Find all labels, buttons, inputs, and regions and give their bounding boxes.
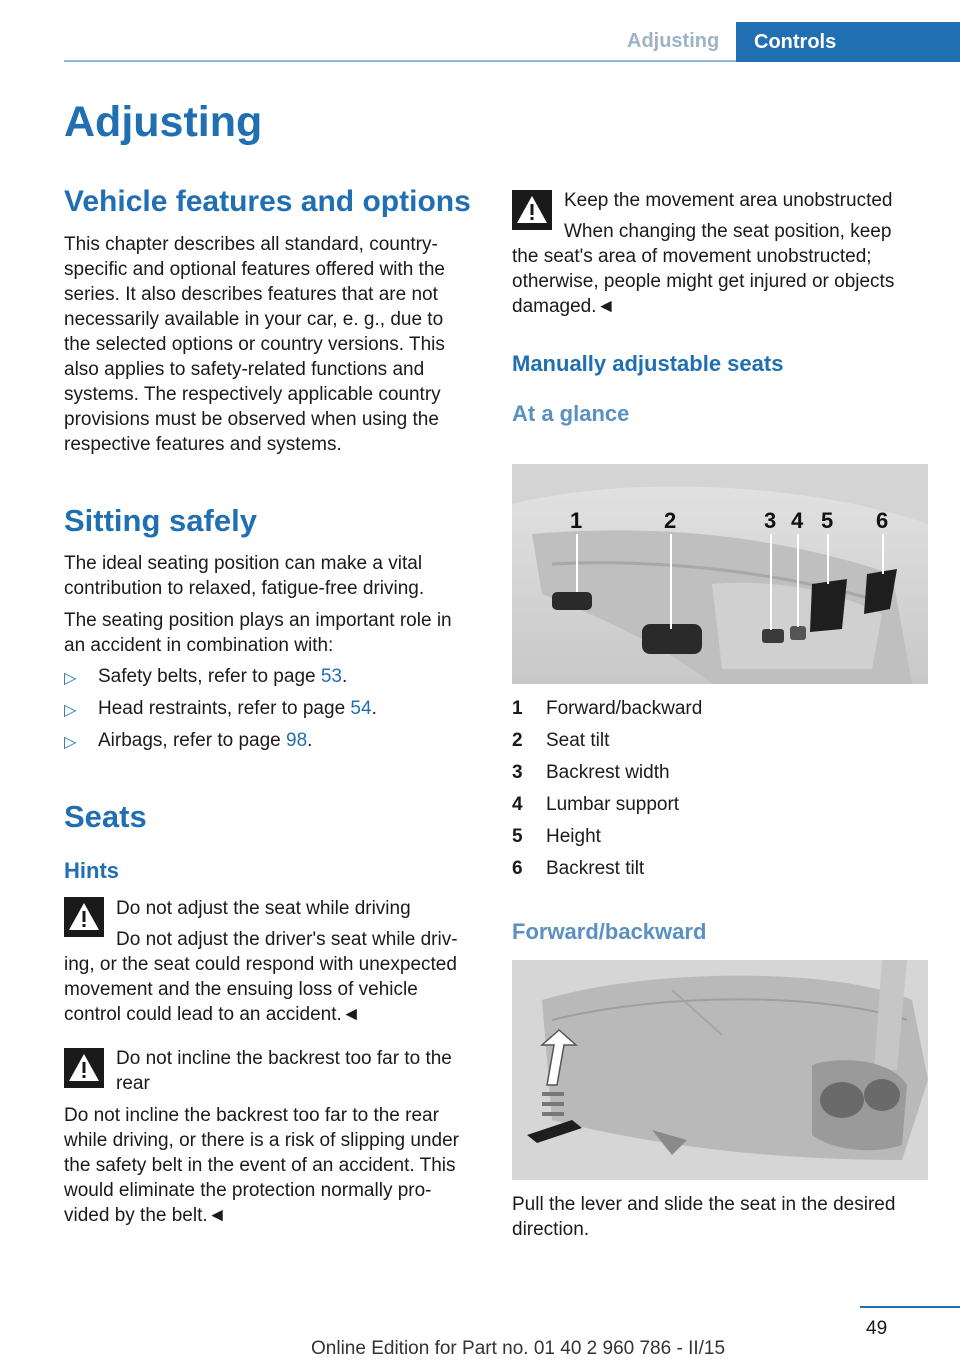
text-line: series. It also describes features that are not: [64, 284, 438, 305]
bullet-text: Safety belts, refer to page: [98, 666, 321, 687]
header-chapter-label: Controls: [754, 31, 837, 53]
legend-number: 4: [512, 794, 523, 815]
legend-number: 6: [512, 858, 523, 879]
text-line: The seating position plays an important role in: [64, 610, 452, 631]
warning-text: [64, 1103, 459, 1228]
text-line: damaged.◄: [512, 296, 616, 317]
footer-rule: [860, 1306, 960, 1308]
text-line: while driving, or there is a risk of slipping under: [64, 1130, 459, 1151]
callout-number: 1: [570, 508, 583, 533]
bullet-suffix: .: [371, 698, 377, 719]
text-line: respective features and systems.: [64, 434, 342, 455]
warning-title: Keep the movement area unobstructed: [564, 190, 893, 211]
text-line: the safety belt in the event of an accident. This: [64, 1155, 456, 1176]
text-line: would eliminate the protection normally pro-: [64, 1180, 432, 1201]
page-link-53[interactable]: 53: [320, 666, 342, 687]
text-line: also applies to safety-related functions and: [64, 359, 425, 380]
text-line: specific and optional features offered with the: [64, 259, 445, 280]
text-line: Pull the lever and slide the seat in the desired: [512, 1194, 896, 1215]
text-line: systems. The respectively applicable country: [64, 384, 441, 405]
callout-number: 4: [791, 508, 804, 533]
warning-text-line: When changing the seat position, keep: [564, 221, 892, 242]
seat-slide-illustration: [512, 960, 928, 1180]
forward-backward-text: [512, 1192, 895, 1242]
callout-number: 3: [764, 508, 777, 533]
page-link-54[interactable]: 54: [350, 698, 372, 719]
bullet-suffix: .: [307, 730, 313, 751]
legend-label: Height: [546, 826, 601, 847]
text-line: movement and the ensuing loss of vehicle: [64, 979, 418, 1000]
text-line: ing, or the seat could respond with unexpected: [64, 954, 457, 975]
text-line: the selected options or country versions. This: [64, 334, 445, 355]
legend-number: 1: [512, 698, 523, 719]
text-line: The ideal seating position can make a vital: [64, 553, 423, 574]
text-line: Do not incline the backrest too far to the: [116, 1048, 452, 1069]
warning-text-line: Do not adjust the driver's seat while driv-: [116, 929, 458, 950]
edition-footer: Online Edition for Part no. 01 40 2 960 786 - II/15: [311, 1338, 726, 1359]
sitting-paragraph-1: [64, 551, 424, 601]
callout-number: 6: [876, 508, 889, 533]
page-title: Adjusting: [64, 98, 263, 146]
legend-label: Lumbar support: [546, 794, 680, 815]
text-line: rear: [116, 1073, 150, 1094]
header-section-label: Adjusting: [627, 30, 720, 52]
bullet-triangle-icon: ▷: [64, 734, 77, 751]
text-line: This chapter describes all standard, country-: [64, 234, 438, 255]
seat-controls-image: [512, 464, 928, 684]
section-heading-sitting-safely: Sitting safely: [64, 503, 257, 538]
bullet-text: Airbags, refer to page: [98, 730, 286, 751]
seat-controls-illustration: [512, 464, 928, 684]
page-header: [0, 0, 960, 62]
legend-number: 2: [512, 730, 523, 751]
page-number: 49: [866, 1318, 888, 1339]
sitting-paragraph-2: [64, 608, 452, 658]
legend-number: 3: [512, 762, 523, 783]
section-heading-vehicle-features: Vehicle features and options: [64, 185, 471, 218]
section-heading-seats: Seats: [64, 799, 147, 834]
text-line: contribution to relaxed, fatigue-free driving.: [64, 578, 425, 599]
header-chapter-tab: [736, 22, 960, 62]
callout-number: 5: [821, 508, 834, 533]
bullet-triangle-icon: ▷: [64, 670, 77, 687]
warning-triangle-icon: [64, 897, 104, 937]
warning-triangle-icon: [512, 190, 552, 230]
text-line: necessarily available in your car, e. g., due to: [64, 309, 444, 330]
subheading-at-a-glance: At a glance: [512, 401, 630, 426]
subheading-forward-backward: Forward/backward: [512, 919, 707, 944]
bullet-triangle-icon: ▷: [64, 702, 77, 719]
legend-label: Forward/backward: [546, 698, 703, 719]
legend-label: Backrest width: [546, 762, 670, 783]
text-line: control could lead to an accident.◄: [64, 1004, 361, 1025]
bullet-suffix: .: [342, 666, 348, 687]
warning-title: [116, 1046, 452, 1096]
text-line: direction.: [512, 1219, 590, 1240]
text-line: the seat's area of movement unobstructed;: [512, 246, 872, 267]
warning-triangle-icon: [64, 1048, 104, 1088]
text-line: an accident in combination with:: [64, 635, 334, 656]
legend-label: Backrest tilt: [546, 858, 645, 879]
subheading-hints: Hints: [64, 858, 119, 883]
seat-forward-backward-image: [512, 960, 928, 1180]
legend-number: 5: [512, 826, 523, 847]
text-line: provisions must be observed when using the: [64, 409, 439, 430]
text-line: vided by the belt.◄: [64, 1205, 227, 1226]
callout-number: 2: [664, 508, 677, 533]
bullet-text: Head restraints, refer to page: [98, 698, 351, 719]
vehicle-features-text: [64, 232, 445, 457]
page-link-98[interactable]: 98: [286, 730, 308, 751]
warning-text: [512, 244, 894, 319]
warning-title: Do not adjust the seat while driving: [116, 898, 411, 919]
legend-label: Seat tilt: [546, 730, 610, 751]
subheading-manual-seats: Manually adjustable seats: [512, 351, 784, 376]
text-line: otherwise, people might get injured or objects: [512, 271, 895, 292]
warning-text: [64, 952, 457, 1027]
text-line: Do not incline the backrest too far to the rear: [64, 1105, 439, 1126]
